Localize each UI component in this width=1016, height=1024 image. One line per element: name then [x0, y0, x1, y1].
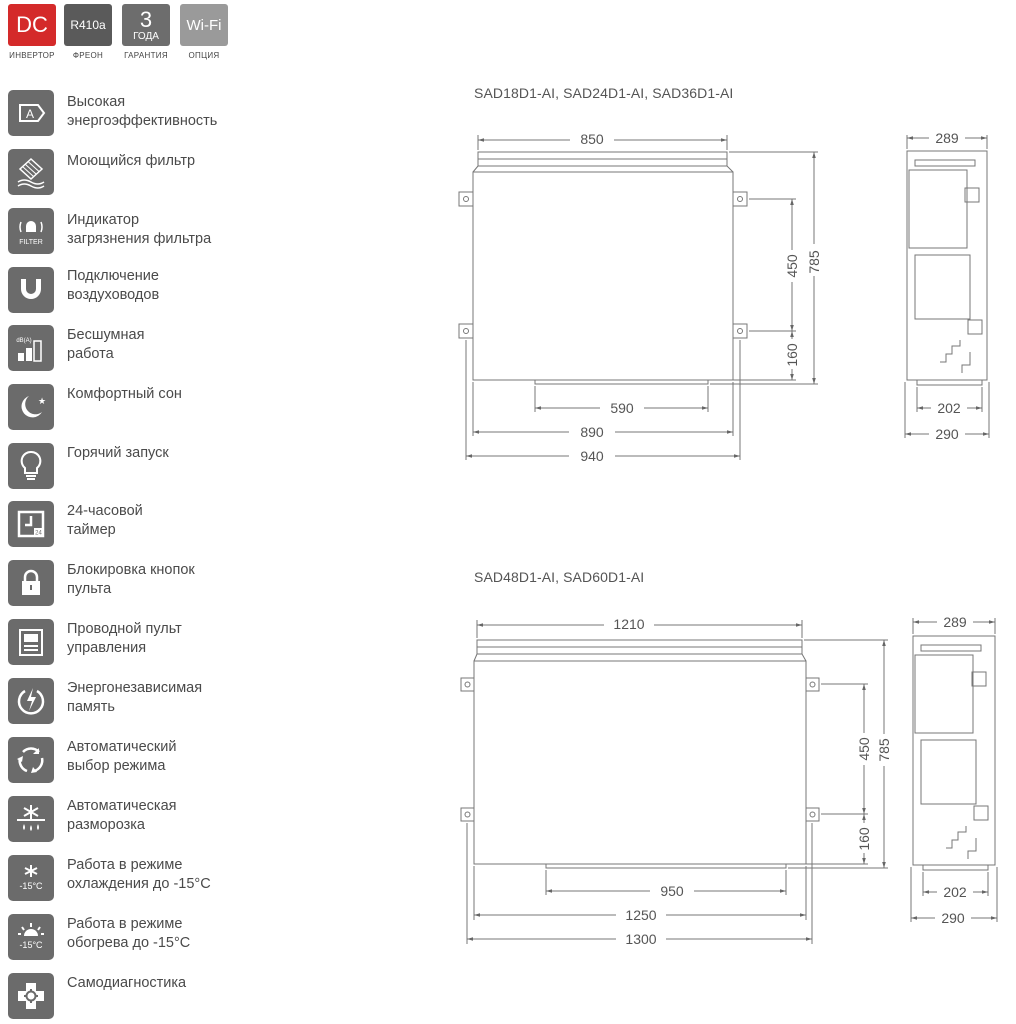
- d1-bottom-offset-label: 160: [784, 343, 800, 367]
- d2-height-label: 785: [876, 738, 892, 762]
- d1-height-label: 785: [806, 250, 822, 274]
- d1-overall-width-label: 940: [580, 448, 604, 464]
- badge-warranty-unit: ГОДА: [133, 30, 159, 42]
- d2-bracket-spacing-label: 450: [856, 737, 872, 761]
- badge-warranty-caption: ГАРАНТИЯ: [124, 51, 168, 60]
- d1-bottom-inner-label: 590: [610, 400, 634, 416]
- d1-top-width-label: 850: [580, 131, 604, 147]
- drawing-1-side-view: [905, 135, 989, 438]
- d2-mount-width-label: 1250: [625, 907, 657, 923]
- feature-energy-line-2: энергоэффективность: [67, 113, 218, 129]
- feature-lock-line-1: Блокировка кнопок: [67, 562, 195, 578]
- badge-inverter-caption: ИНВЕРТОР: [9, 51, 55, 60]
- feature-filter-indicator-line-1: Индикатор: [67, 212, 140, 228]
- badge-inverter-text: DC: [16, 12, 48, 37]
- badge-freon-text: R410a: [70, 18, 106, 32]
- d2-side-bottom-inner-label: 202: [943, 884, 967, 900]
- feature-cooling-line-1: Работа в режиме: [67, 857, 183, 873]
- d2-side-top-depth-label: 289: [943, 614, 967, 630]
- badge-wifi-text: Wi-Fi: [186, 16, 222, 34]
- d1-bracket-spacing-label: 450: [784, 254, 800, 278]
- badge-wifi-caption: ОПЦИЯ: [188, 51, 220, 60]
- feature-auto-mode-line-1: Автоматический: [67, 739, 177, 755]
- svg-text:★: ★: [38, 396, 47, 406]
- d1-side-overall-depth-label: 290: [935, 426, 959, 442]
- timer-icon-text: 24: [35, 530, 42, 537]
- feature-heating-line-1: Работа в режиме: [67, 916, 183, 932]
- feature-lock-line-2: пульта: [67, 581, 112, 597]
- feature-defrost-line-2: разморозка: [67, 817, 145, 833]
- feature-defrost-line-1: Автоматическая: [67, 798, 177, 814]
- feature-duct-line-1: Подключение: [67, 268, 159, 284]
- feature-hot-start-line-1: Горячий запуск: [67, 445, 169, 461]
- filter-indicator-icon-text: FILTER: [19, 239, 43, 246]
- feature-wired-remote-line-2: управления: [67, 640, 147, 656]
- energy-class-icon-text: A: [25, 107, 35, 121]
- d2-bottom-offset-label: 160: [856, 827, 872, 851]
- d1-side-bottom-inner-label: 202: [937, 400, 961, 416]
- drawing-2-model-title: SAD48D1-AI, SAD60D1-AI: [474, 569, 645, 585]
- feature-diagnosis-line-1: Самодиагностика: [67, 975, 187, 991]
- feature-power-memory-line-2: память: [67, 699, 115, 715]
- d2-side-overall-depth-label: 290: [941, 910, 965, 926]
- feature-energy-line-1: Высокая: [67, 94, 126, 110]
- cooling-icon-text: -15°C: [19, 881, 43, 891]
- feature-sleep-line-1: Комфортный сон: [67, 386, 182, 402]
- feature-silent-line-1: Бесшумная: [67, 327, 145, 343]
- feature-silent-line-2: работа: [67, 346, 114, 362]
- d2-top-width-label: 1210: [613, 616, 645, 632]
- heating-icon-text: -15°C: [19, 940, 43, 950]
- feature-duct-line-2: воздуховодов: [67, 287, 160, 303]
- feature-auto-mode-line-2: выбор режима: [67, 758, 166, 774]
- feature-heating-line-2: обогрева до -15°С: [67, 935, 191, 951]
- badge-freon-caption: ФРЕОН: [72, 51, 104, 60]
- feature-timer-line-2: таймер: [67, 522, 116, 538]
- feature-cooling-line-2: охлаждения до -15°С: [67, 876, 211, 892]
- d1-mount-width-label: 890: [580, 424, 604, 440]
- d2-overall-width-label: 1300: [625, 931, 657, 947]
- silent-operation-icon-text: dB(A): [16, 338, 32, 344]
- drawing-1-model-title: SAD18D1-AI, SAD24D1-AI, SAD36D1-AI: [474, 85, 734, 101]
- feature-power-memory-line-1: Энергонезависимая: [67, 680, 203, 696]
- feature-filter-indicator-line-2: загрязнения фильтра: [67, 231, 212, 247]
- feature-wired-remote-line-1: Проводной пульт: [67, 621, 182, 637]
- drawing-2-side-view: [911, 618, 997, 922]
- d2-bottom-inner-label: 950: [660, 883, 684, 899]
- d1-side-top-depth-label: 289: [935, 130, 959, 146]
- feature-filter-line-1: Моющийся фильтр: [67, 153, 196, 169]
- badge-warranty-number: 3: [139, 6, 153, 32]
- feature-timer-line-1: 24-часовой: [67, 503, 143, 519]
